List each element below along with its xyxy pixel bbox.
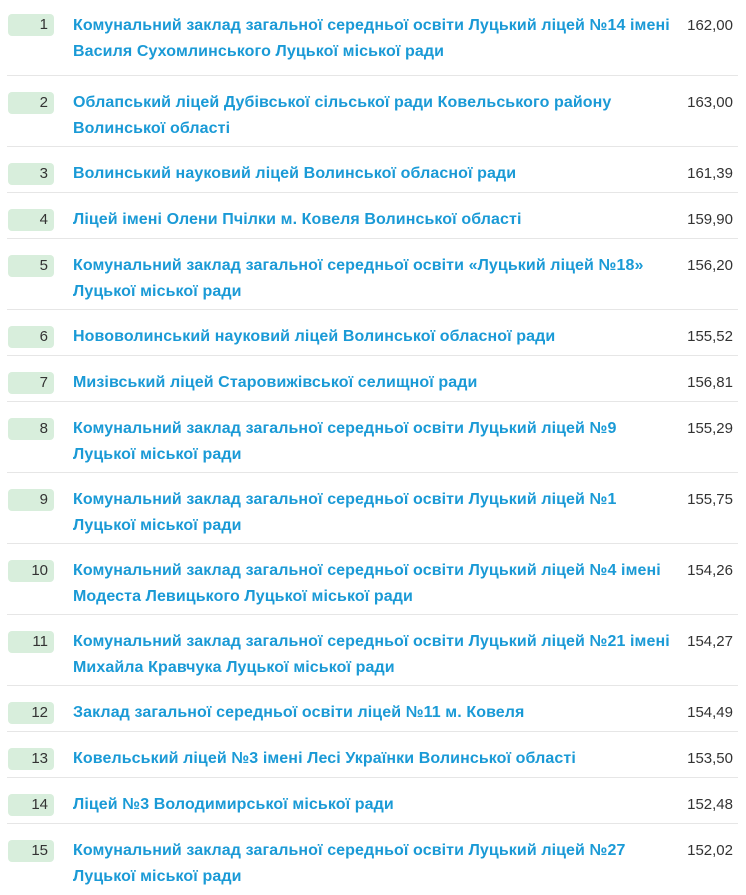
list-item [7, 824, 738, 895]
rank-badge: 10 [8, 560, 54, 582]
rank-badge: 3 [8, 163, 54, 185]
rank-badge: 13 [8, 748, 54, 770]
school-name-link[interactable]: Нововолинський науковий ліцей Волинської обласної ради [73, 328, 556, 345]
list-item [7, 76, 738, 147]
rank-badge: 14 [8, 794, 54, 816]
rank-badge: 2 [8, 92, 54, 114]
rank-badge: 1 [8, 14, 54, 36]
list-item [7, 147, 738, 193]
rank-badge: 11 [8, 631, 54, 653]
list-item [7, 686, 738, 732]
rank-badge: 9 [8, 489, 54, 511]
score-value: 156,81 [687, 374, 733, 391]
rank-badge: 15 [8, 840, 54, 862]
rank-badge: 7 [8, 372, 54, 394]
school-name-link[interactable]: Комунальний заклад загальної середньої освіти Луцький ліцей №14 імені Василя Сухомлинського Луцької міської ради [73, 17, 670, 60]
school-name-link[interactable]: Мизівський ліцей Старовижівської селищної ради [73, 374, 478, 391]
list-item [7, 356, 738, 402]
list-item [7, 310, 738, 356]
list-item [7, 239, 738, 310]
score-value: 154,27 [687, 633, 733, 650]
list-item [7, 402, 738, 473]
school-name-link[interactable]: Комунальний заклад загальної середньої освіти Луцький ліцей №27 Луцької міської ради [73, 842, 626, 885]
school-name-link[interactable]: Комунальний заклад загальної середньої освіти Луцький ліцей №9 Луцької міської ради [73, 420, 617, 463]
score-value: 163,00 [687, 94, 733, 111]
school-name-link[interactable]: Комунальний заклад загальної середньої освіти Луцький ліцей №21 імені Михайла Кравчука Луцької міської ради [73, 633, 670, 676]
list-item [7, 778, 738, 824]
score-value: 159,90 [687, 211, 733, 228]
score-value: 154,49 [687, 704, 733, 721]
score-value: 162,00 [687, 17, 733, 34]
rank-badge: 12 [8, 702, 54, 724]
school-name-link[interactable]: Волинський науковий ліцей Волинської обласної ради [73, 165, 517, 182]
school-name-link[interactable]: Комунальний заклад загальної середньої освіти Луцький ліцей №4 імені Модеста Левицького Луцької міської ради [73, 562, 661, 605]
rank-badge: 8 [8, 418, 54, 440]
list-item [7, 473, 738, 544]
list-item [7, 544, 738, 615]
score-value: 155,75 [687, 491, 733, 508]
list-item [7, 615, 738, 686]
rank-badge: 6 [8, 326, 54, 348]
list-item [7, 0, 738, 76]
school-name-link[interactable]: Ліцей №3 Володимирської міської ради [73, 796, 394, 813]
school-name-link[interactable]: Ковельський ліцей №3 імені Лесі Українки Волинської області [73, 750, 576, 767]
score-value: 155,52 [687, 328, 733, 345]
school-name-link[interactable]: Комунальний заклад загальної середньої освіти «Луцький ліцей №18» Луцької міської ради [73, 257, 644, 300]
score-value: 156,20 [687, 257, 733, 274]
score-value: 153,50 [687, 750, 733, 767]
score-value: 154,26 [687, 562, 733, 579]
score-value: 155,29 [687, 420, 733, 437]
list-item [7, 193, 738, 239]
score-value: 152,48 [687, 796, 733, 813]
school-name-link[interactable]: Ліцей імені Олени Пчілки м. Ковеля Волинської області [73, 211, 522, 228]
school-name-link[interactable]: Облапський ліцей Дубівської сільської ради Ковельського району Волинської області [73, 94, 612, 137]
score-value: 161,39 [687, 165, 733, 182]
score-value: 152,02 [687, 842, 733, 859]
school-name-link[interactable]: Заклад загальної середньої освіти ліцей №11 м. Ковеля [73, 704, 525, 721]
school-name-link[interactable]: Комунальний заклад загальної середньої освіти Луцький ліцей №1 Луцької міської ради [73, 491, 617, 534]
rank-badge: 5 [8, 255, 54, 277]
list-item [7, 732, 738, 778]
rank-badge: 4 [8, 209, 54, 231]
